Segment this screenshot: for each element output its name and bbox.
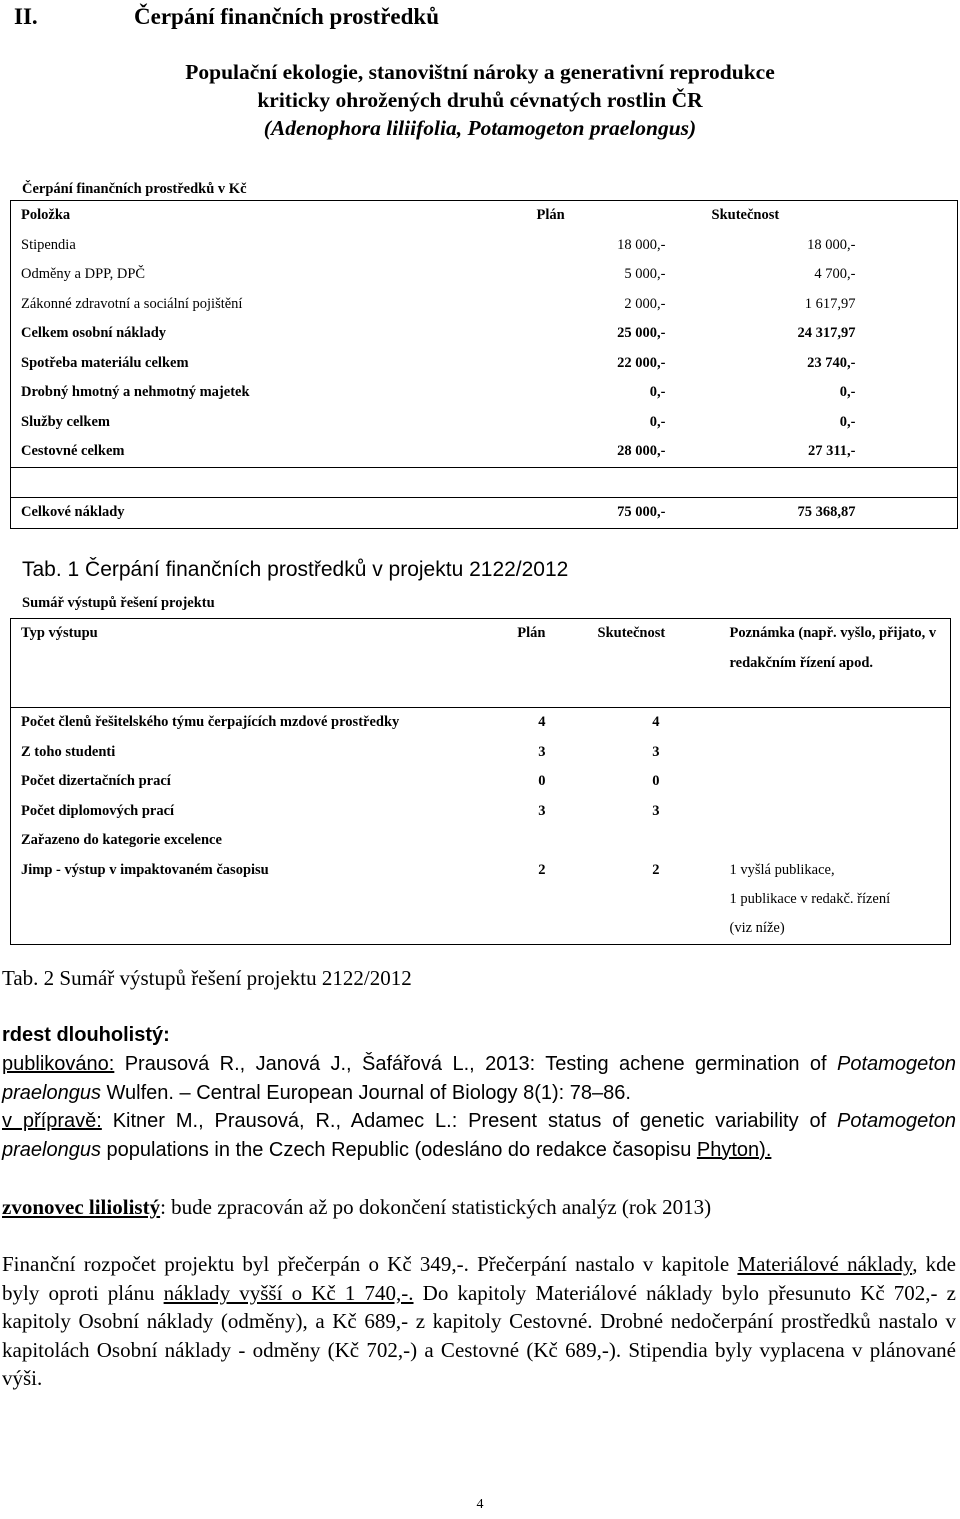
row-actual: 2 [652,861,660,878]
species1-heading: rdest dlouholistý: [2,1024,170,1046]
table-row [11,378,958,408]
section-heading [14,4,439,30]
row-label: Jimp - výstup v impaktovaném časopisu [21,861,269,878]
summary-text: Do kapitoly Materiálové náklady bylo přesunuto Kč 702,- z kapitoly Osobní náklady (odměny), a Kč 689,- z kapitoly Cestovné. Drobné nedočerpání prostředků nastalo v kapitolách Osobní náklady - odměny (Kč 702,-) a Cestovné (Kč 689,-). Stipendia byly vyplacena v plánované výši. [2,1280,957,1390]
header-item: Položka [21,207,71,223]
note-line: (viz níže) [729,919,785,936]
row-actual: 18 000,- [807,236,856,253]
species2-name: zvonovec liliolistý [2,1195,161,1219]
row-actual: 23 740,- [807,354,856,371]
row-plan: 0,- [649,384,666,400]
row-plan: 2 [538,861,546,878]
section-title: Čerpání finančních prostředků [134,4,440,29]
row-actual: 4 700,- [814,266,856,282]
row-plan: 3 [538,743,546,760]
row-actual: 1 617,97 [804,295,856,312]
row-label: Drobný hmotný a nehmotný majetek [21,384,250,400]
row-label: Spotřeba materiálu celkem [21,354,189,371]
table1-tab-caption: Tab. 1 Čerpání finančních prostředků v projektu 2122/2012 [22,558,569,581]
row-label: Stipendia [21,236,76,253]
row-plan: 4 [491,708,556,738]
page-number: 4 [476,1497,484,1512]
row-plan: 18 000,- [617,236,666,253]
row-actual: 75 368,87 [666,498,856,529]
row-label: Celkové náklady [11,498,531,529]
row-label: Služby celkem [21,413,111,430]
row-label: Celkem osobní náklady [21,325,167,341]
table-row [11,856,951,945]
row-label: Počet dizertačních prací [21,773,171,789]
table-row [11,349,958,379]
table-header-row [11,201,958,231]
row-label: Zařazeno do kategorie excelence [21,832,222,848]
table-row [11,767,951,797]
project-title-line2: kriticky ohrožených druhů cévnatých rostlin ČR [257,88,703,112]
publications-paragraph [2,1050,956,1164]
prep-journal: Phyton). [696,1138,772,1161]
header-actual: Skutečnost [597,625,666,641]
table-row [11,826,951,856]
table2-tab-caption: Tab. 2 Sumář výstupů řešení projektu 2122/2012 [2,966,412,990]
row-plan: 2 000,- [624,295,666,312]
prep-species: Potamogeton praelongus [2,1110,957,1161]
finance-table [10,200,958,529]
published-species: Potamogeton praelongus [2,1053,956,1104]
species2-text: : bude zpracován až po dokončení statistických analýz (rok 2013) [160,1195,712,1219]
table-row [11,260,958,290]
project-title-line3: (Adenophora liliifolia, Potamogeton praelongus) [263,116,697,140]
published-label: publikováno: [2,1053,115,1075]
table-row [11,231,958,261]
header-type: Typ výstupu [21,625,98,641]
row-actual: 27 311,- [807,443,856,459]
note-line: 1 publikace v redakč. řízení [729,890,891,907]
published-rest: Wulfen. – Central European Journal of Biology 8(1): 78–86. [100,1081,631,1104]
summary-text: , kde byly oproti plánu [2,1252,956,1305]
prep-authors: Kitner M., Prausová, R., Adamec L.: Present status of genetic variability of [101,1110,838,1132]
table-row [11,319,958,349]
row-plan: 75 000,- [531,498,666,529]
table-total-row [11,498,958,529]
header-plan: Plán [517,625,546,641]
row-actual: 0 [652,773,660,789]
header-note: Poznámka (např. vyšlo, přijato, v redakčním řízení apod. [729,625,937,671]
table-row [11,408,958,438]
summary-underlined: náklady vyšší o Kč 1 740,-. [163,1280,414,1305]
row-actual: 3 [652,743,660,760]
table-spacer-row [11,467,958,498]
row-plan: 0,- [649,413,666,430]
summary-text: Finanční rozpočet projektu byl přečerpán o Kč 349,-. Přečerpání nastalo v kapitole [2,1252,738,1276]
row-label: Počet členů řešitelského týmu čerpajících mzdové prostředky [11,708,491,738]
species2-paragraph [2,1193,956,1222]
table1-caption: Čerpání finančních prostředků v Kč [22,181,247,197]
row-plan [491,826,556,856]
row-label: Zákonné zdravotní a sociální pojištění [21,295,243,312]
project-title [60,58,900,142]
row-label: Odměny a DPP, DPČ [21,266,146,282]
row-actual: 24 317,97 [797,325,856,341]
row-plan: 22 000,- [617,354,666,371]
table2-caption: Sumář výstupů řešení projektu [22,595,215,611]
prep-rest: populations in the Czech Republic (odesláno do redakce časopisu [100,1138,697,1161]
header-plan: Plán [536,207,565,223]
project-title-line1: Populační ekologie, stanovištní nároky a generativní reprodukce [185,60,775,84]
table-row [11,290,958,320]
row-actual: 4 [556,708,726,738]
row-label: Cestovné celkem [21,443,125,459]
row-actual: 0,- [839,384,856,400]
header-actual: Skutečnost [711,207,780,223]
published-authors: Prausová R., Janová J., Šafářová L., 2013: Testing achene germination of [114,1053,838,1075]
table-row [11,738,951,768]
row-plan: 3 [538,802,546,819]
row-plan: 5 000,- [624,266,666,282]
prep-label: v přípravě: [2,1110,102,1132]
table-row [11,437,958,467]
summary-underlined: Materiálové náklady [737,1252,913,1276]
row-actual: 3 [652,802,660,819]
outputs-table [10,618,951,945]
section-number: II. [14,4,38,29]
table-row [11,708,951,738]
row-label: Počet diplomových prací [21,802,175,819]
note-line: 1 vyšlá publikace, [729,861,835,878]
row-actual: 0,- [839,413,856,430]
row-plan: 0 [538,773,546,789]
row-note [726,856,951,945]
summary-paragraph [2,1250,956,1393]
row-actual [556,826,726,856]
row-plan: 25 000,- [617,325,666,341]
row-label: Z toho studenti [21,743,116,760]
row-plan: 28 000,- [617,443,666,459]
table-header-row [11,619,951,708]
table-row [11,797,951,827]
